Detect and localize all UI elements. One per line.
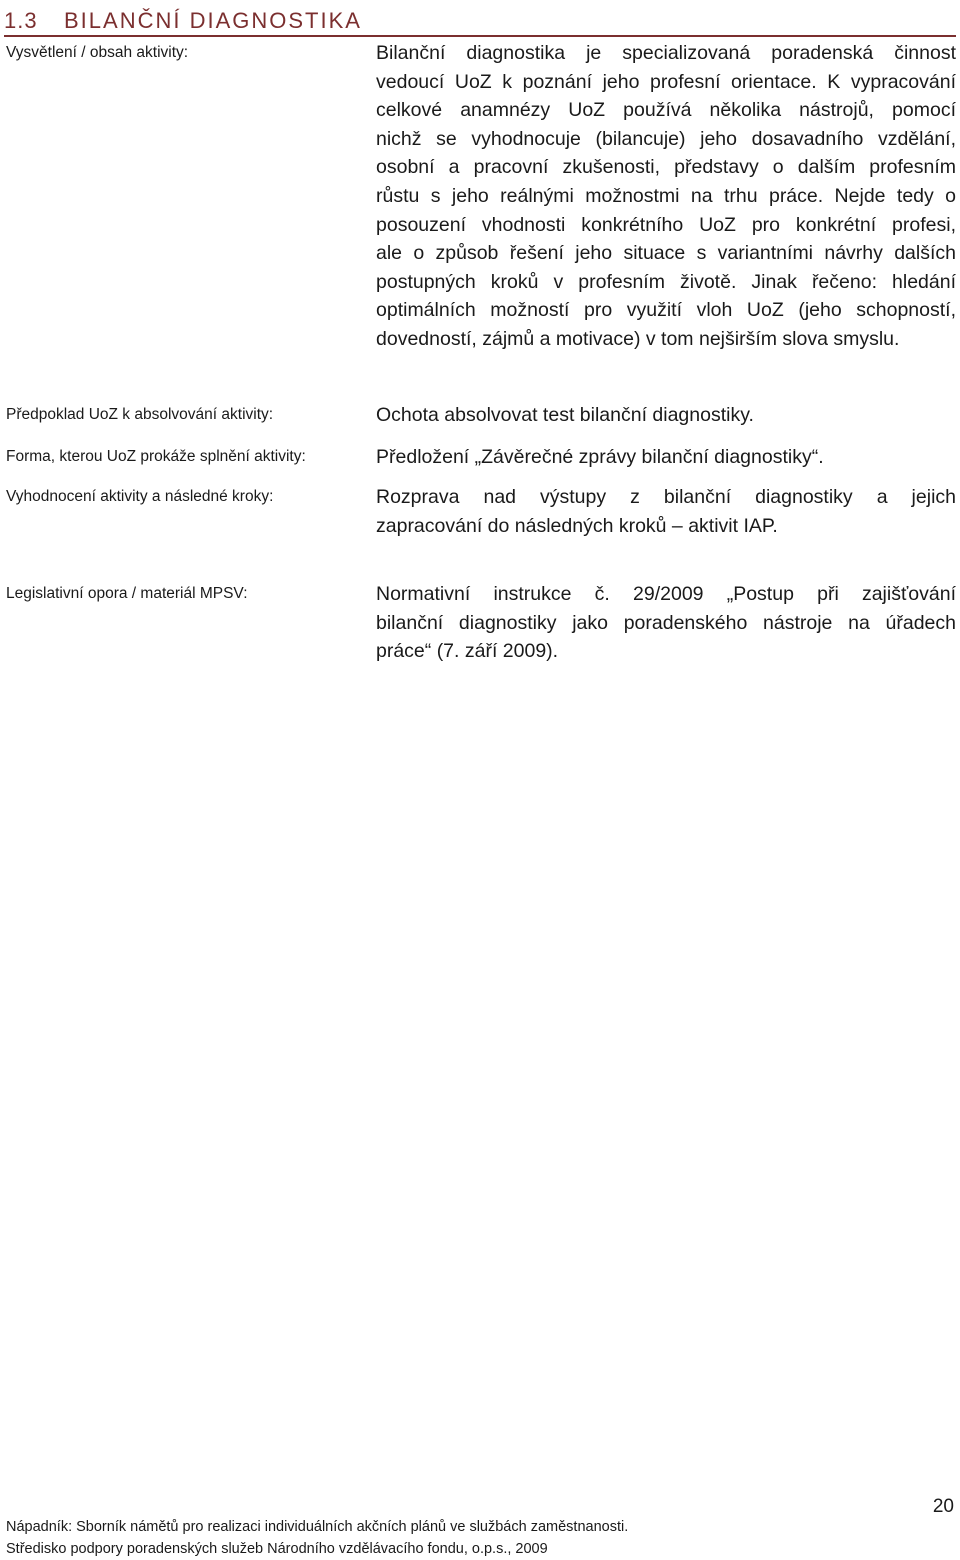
text-line: zapracování do následných kroků – aktivit IAP. (376, 514, 778, 537)
footer-line-1: Nápadník: Sborník námětů pro realizaci individuálních akčních plánů ve službách zaměstnanosti. (6, 1519, 629, 1535)
section-title: BILANČNÍ DIAGNOSTIKA (64, 8, 362, 33)
text-line: Bilanční diagnostika je specializovaná poradenská činnost (376, 42, 956, 64)
label-explanation: Vysvětlení / obsah aktivity: (6, 44, 189, 61)
text-line: ale o způsob řešení jeho situace s variantními návrhy dalších (376, 242, 956, 265)
text-line: postupných kroků v profesním životě. Jinak řečeno: hledání (376, 270, 956, 293)
text-line: bilanční diagnostiky jako poradenského nástroje na úřadech (376, 611, 956, 634)
text-line: optimálních možností pro využití vloh UoZ (jeho schopností, (376, 299, 956, 322)
text-line: posouzení vhodnosti konkrétního UoZ pro konkrétní profesi, (376, 213, 956, 236)
text-line: osobní a pracovní zkušenosti, představy o dalším profesním (376, 156, 956, 179)
value-prerequisite (376, 401, 956, 430)
text-line: nichž se vyhodnocuje (bilancuje) jeho dosavadního vzdělání, (376, 127, 956, 150)
label-legislation: Legislativní opora / materiál MPSV: (6, 585, 248, 602)
label-evaluation: Vyhodnocení aktivity a následné kroky: (6, 488, 274, 505)
label-prerequisite: Předpoklad UoZ k absolvování aktivity: (6, 406, 274, 423)
section-number: 1.3 (4, 8, 38, 33)
value-legislation (376, 580, 956, 666)
text-line: práce“ (7. září 2009). (376, 640, 559, 663)
text-line: vedoucí UoZ k poznání jeho profesní orientace. K vypracování (376, 70, 956, 93)
label-proof-form: Forma, kterou UoZ prokáže splnění aktivity: (6, 448, 306, 465)
text-line: Normativní instrukce č. 29/2009 „Postup při zajišťování (376, 583, 956, 605)
text-line: celkové anamnézy UoZ používá několika nástrojů, pomocí (376, 99, 956, 122)
value-proof-form (376, 443, 956, 472)
text-line: Ochota absolvovat test bilanční diagnostiky. (376, 404, 754, 426)
footer-line-2: Středisko podpory poradenských služeb Národního vzdělávacího fondu, o.p.s., 2009 (6, 1541, 548, 1557)
text-line: Předložení „Závěrečné zprávy bilanční diagnostiky“. (376, 446, 824, 468)
text-line: dovedností, zájmů a motivace) v tom nejširším slova smyslu. (376, 327, 900, 350)
text-line: růstu s jeho reálnými možnostmi na trhu práce. Nejde tedy o (376, 184, 956, 207)
value-evaluation (376, 483, 956, 540)
text-line: Rozprava nad výstupy z bilanční diagnostiky a jejich (376, 486, 956, 508)
section-heading (4, 4, 956, 37)
value-explanation (376, 39, 956, 354)
page-number: 20 (932, 1496, 954, 1517)
